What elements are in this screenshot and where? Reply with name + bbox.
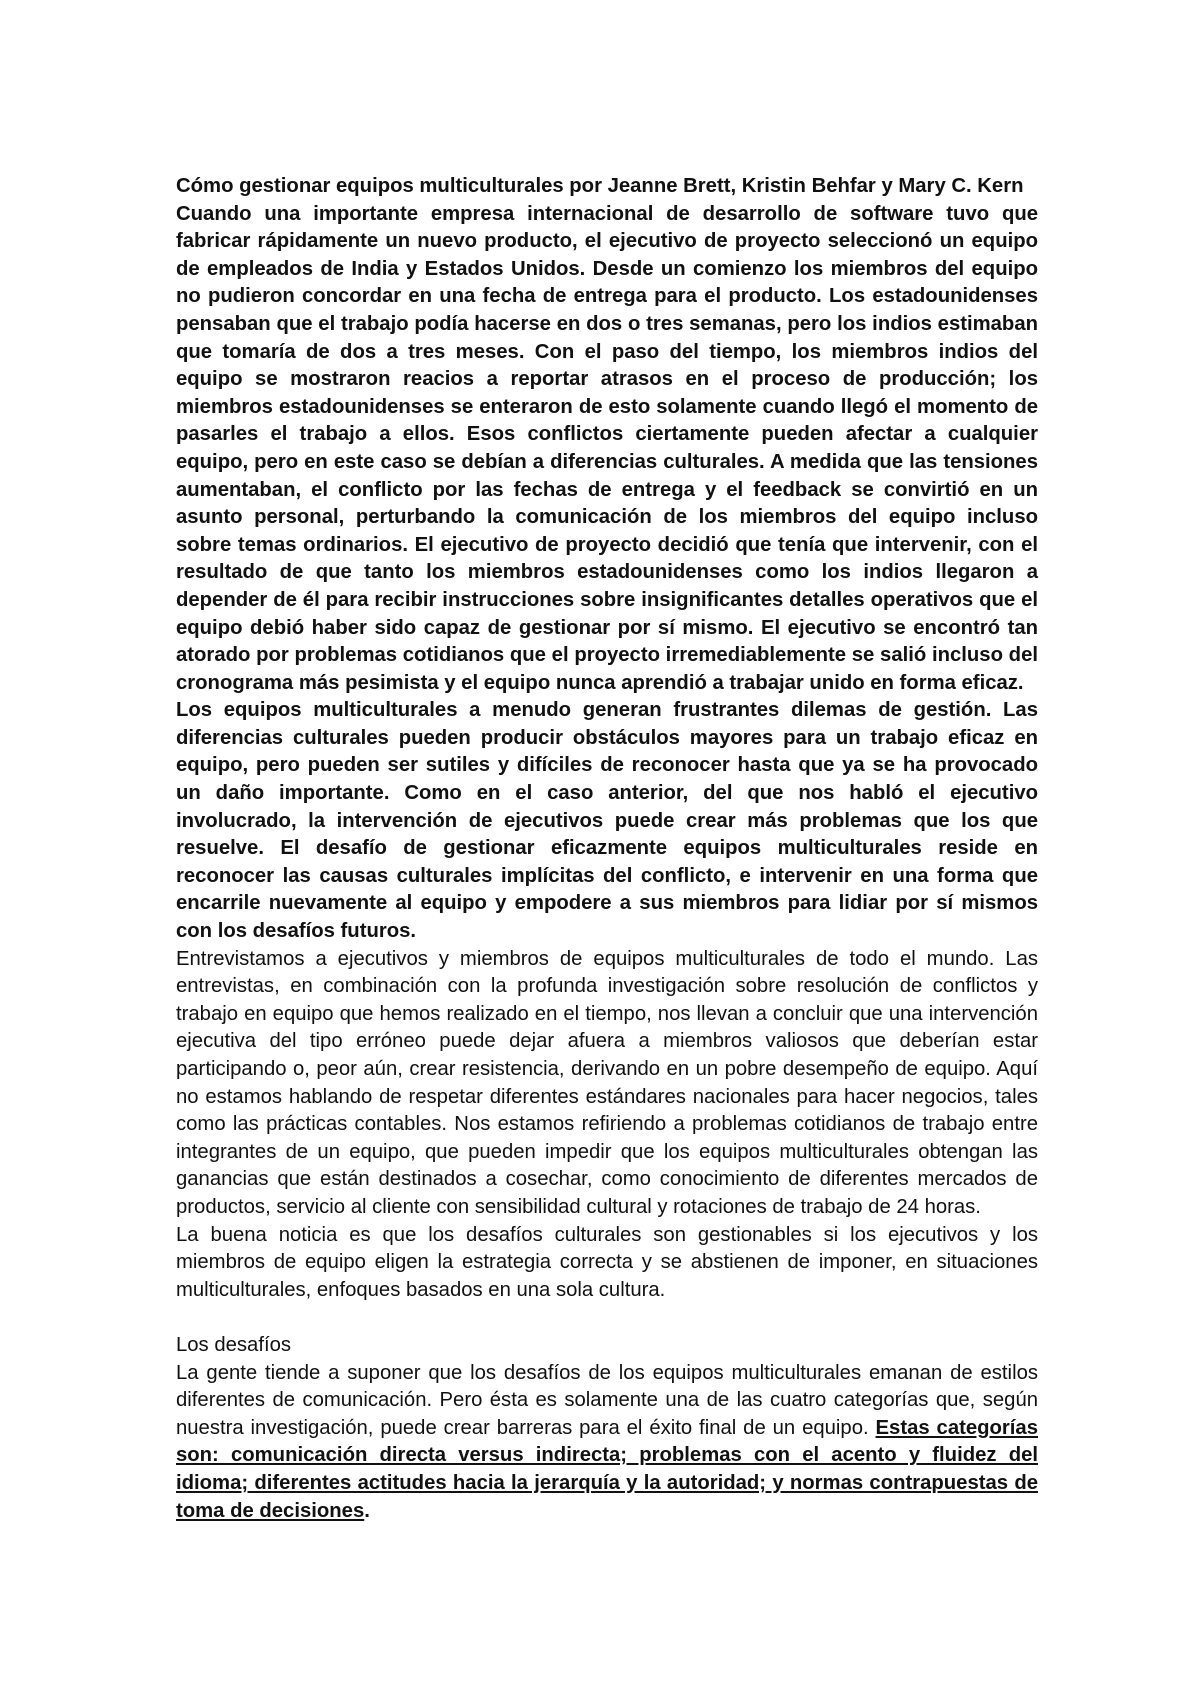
categories-emphasis: Estas categorías son: comunicación directa versus indirecta; problemas con el acento y fluidez del idioma; diferentes actitudes hacia la jerarquía y la autoridad; y normas contrapuestas de toma de decisiones [176,1416,1038,1522]
paragraph-intro-case: Cuando una importante empresa internacional de desarrollo de software tuvo que fabricar rápidamente un nuevo producto, el ejecutivo de proyecto seleccionó un equipo de empleados de India y Estados Unidos. Desde un comienzo los miembros del equipo no pudieron concordar en una fecha de entrega para el producto. Los estadounidenses pensaban que el trabajo podía hacerse en dos o tres semanas, pero los indios estimaban que tomaría de dos a tres meses. Con el paso del tiempo, los miembros indios del equipo se mostraron reacios a reportar atrasos en el proceso de producción; los miembros estadounidenses se enteraron de esto solamente cuando llegó el momento de pasarles el trabajo a ellos. Esos conflictos ciertamente pueden afectar a cualquier equipo, pero en este caso se debían a diferencias culturales. A medida que las tensiones aumentaban, el conflicto por las fechas de entrega y el feedback se convirtió en un asunto personal, perturbando la comunicación de los miembros del equipo incluso sobre temas ordinarios. El ejecutivo de proyecto decidió que tenía que intervenir, con el resultado de que tanto los miembros estadounidenses como los indios llegaron a depender de él para recibir instrucciones sobre insignificantes detalles operativos que el equipo debió haber sido capaz de gestionar por sí mismo. El ejecutivo se encontró tan atorado por problemas cotidianos que el proyecto irremediablemente se salió incluso del cronograma más pesimista y el equipo nunca aprendió a trabajar unido en forma eficaz. [176,202,1038,694]
section-heading-challenges: Los desafíos [176,1333,292,1356]
paragraph-good-news: La buena noticia es que los desafíos culturales son gestionables si los ejecutivos y los miembros de equipo eligen la estrategia correcta y se abstienen de imponer, en situaciones multiculturales, enfoques basados en una sola cultura. [176,1223,1038,1301]
paragraph-spacer [176,1304,1038,1332]
paragraph-interviews: Entrevistamos a ejecutivos y miembros de equipos multiculturales de todo el mundo. Las entrevistas, en combinación con la profunda investigación sobre resolución de conflictos y trabajo en equipo que hemos realizado en el tiempo, nos llevan a concluir que una intervención ejecutiva del tipo erróneo puede dejar afuera a miembros valiosos que deberían estar participando o, peor aún, crear resistencia, derivando en un pobre desempeño de equipo. Aquí no estamos hablando de respetar diferentes estándares nacionales para hacer negocios, tales como las prácticas contables. Nos estamos refiriendo a problemas cotidianos de trabajo entre integrantes de un equipo, que pueden impedir que los equipos multiculturales obtengan las ganancias que están destinados a cosechar, como conocimiento de diferentes mercados de productos, servicio al cliente con sensibilidad cultural y rotaciones de trabajo de 24 horas. [176,947,1038,1218]
document-page [176,173,1038,1525]
paragraph-challenges [176,1360,1038,1526]
paragraph-multicultural-dilemmas: Los equipos multiculturales a menudo generan frustrantes dilemas de gestión. Las diferencias culturales pueden producir obstáculos mayores para un trabajo eficaz en equipo, pero pueden ser sutiles y difíciles de reconocer hasta que ya se ha provocado un daño importante. Como en el caso anterior, del que nos habló el ejecutivo involucrado, la intervención de ejecutivos puede crear más problemas que los que resuelve. El desafío de gestionar eficazmente equipos multiculturales reside en reconocer las causas culturales implícitas del conflicto, e intervenir en una forma que encarrile nuevamente al equipo y empodere a sus miembros para lidiar por sí mismos con los desafíos futuros. [176,699,1038,943]
paragraph-challenges-text: La gente tiende a suponer que los desafíos de los equipos multiculturales emanan de estilos diferentes de comunicación. Pero ésta es solamente una de las cuatro categorías que, según nuestra investigación, puede crear barreras para el éxito final de un equipo. [176,1361,1038,1439]
document-title: Cómo gestionar equipos multiculturales por Jeanne Brett, Kristin Behfar y Mary C. Kern [176,175,1024,197]
paragraph-challenges-period: . [364,1499,370,1522]
